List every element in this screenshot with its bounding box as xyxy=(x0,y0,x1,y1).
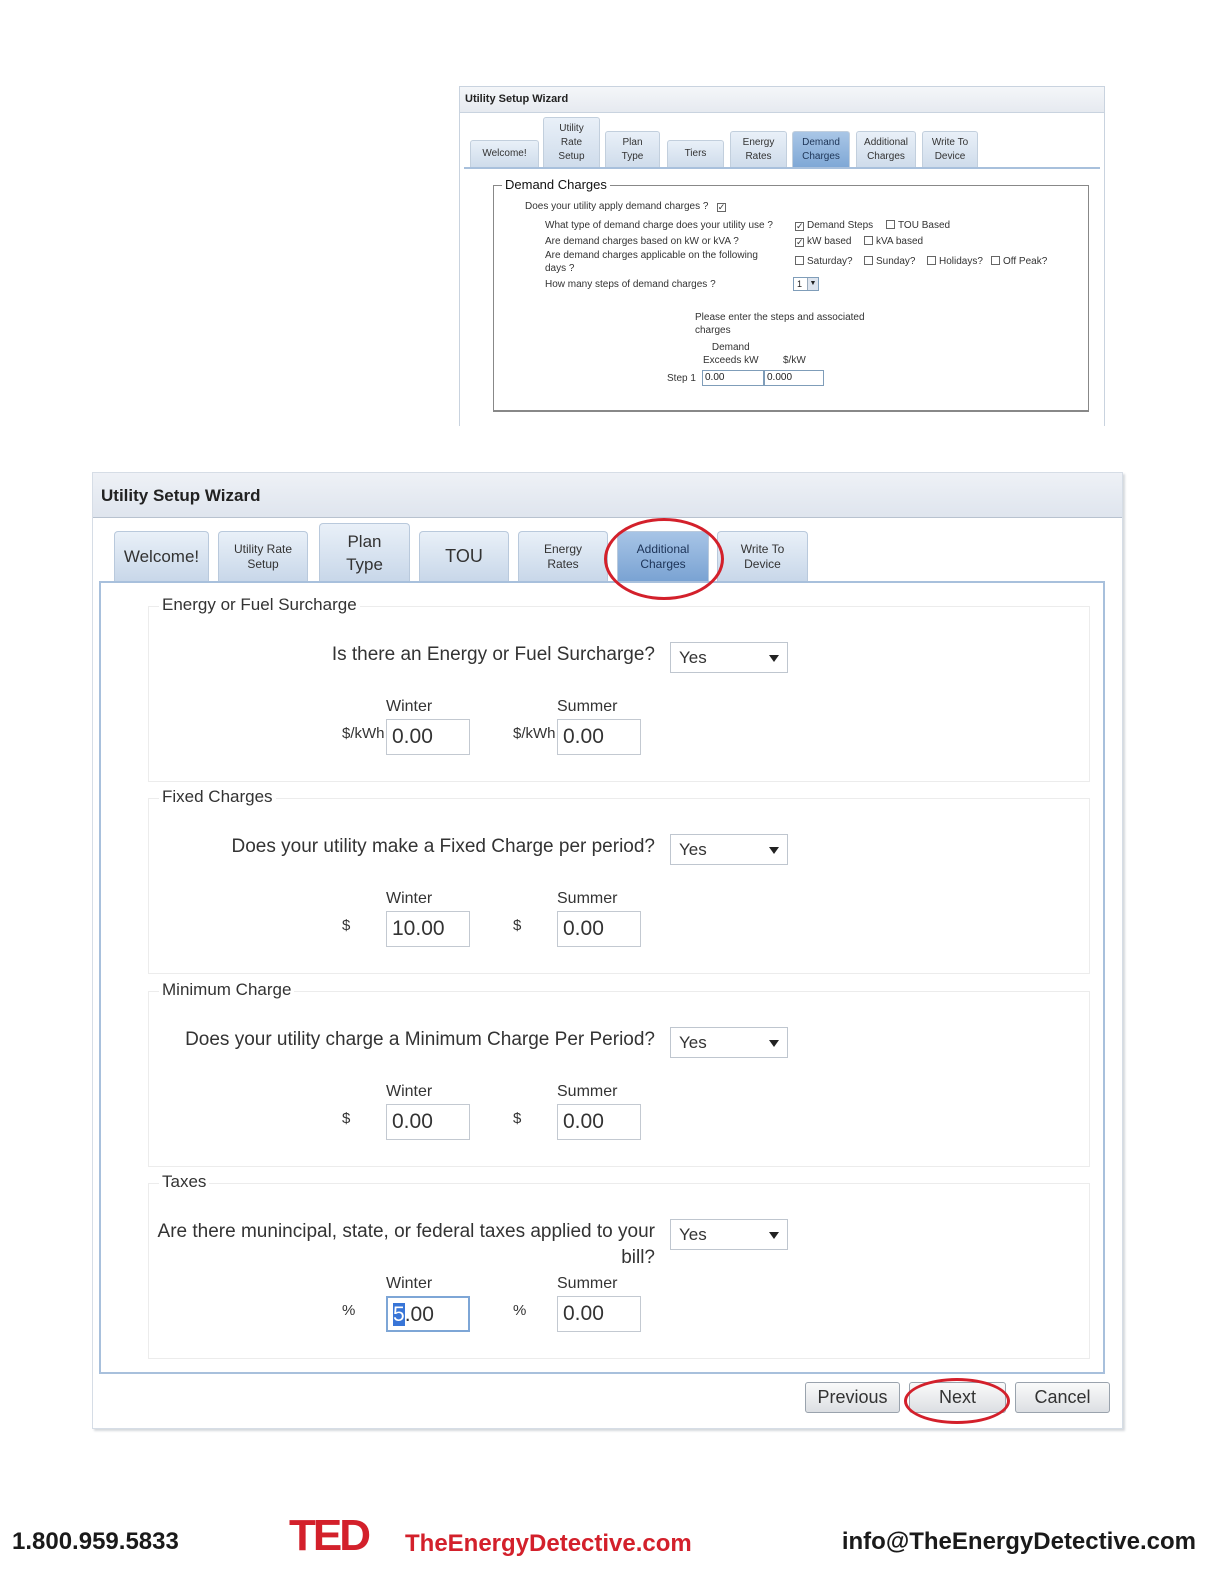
saturday-checkbox[interactable] xyxy=(795,256,804,265)
demand-steps-checkbox[interactable]: ✓ xyxy=(796,222,804,232)
question-demand-type: What type of demand charge does your utility use ? xyxy=(545,220,773,231)
surcharge-summer-input[interactable]: 0.00 xyxy=(557,719,641,755)
section-title: Energy or Fuel Surcharge xyxy=(159,595,360,615)
summer-unit: % xyxy=(513,1302,527,1319)
demand-steps-option[interactable]: ✓ Demand Steps xyxy=(796,220,874,232)
email-address[interactable]: info@TheEnergyDetective.com xyxy=(841,1528,1196,1555)
chevron-down-icon xyxy=(769,1040,779,1047)
surcharge-select-value: Yes xyxy=(679,648,707,667)
kva-based-option[interactable]: kVA based xyxy=(864,235,923,248)
minimum-charge-question: Does your utility charge a Minimum Charge Per Period? xyxy=(185,1029,655,1050)
wizard-title: Utility Setup Wizard xyxy=(93,473,1122,518)
winter-label: Winter xyxy=(386,1275,433,1292)
tab-additional-charges[interactable]: Additional Charges xyxy=(617,531,709,581)
winter-label: Winter xyxy=(386,1083,433,1100)
taxes-question: Are there munincipal, state, or federal taxes applied to your bill? xyxy=(157,1221,655,1268)
kva-based-checkbox[interactable] xyxy=(864,236,873,245)
fixed-winter-input[interactable]: 10.00 xyxy=(386,911,470,947)
tab-write-to-device[interactable]: Write To Device xyxy=(717,531,808,581)
additional-charges-wizard xyxy=(92,472,1123,1429)
steps-select[interactable] xyxy=(793,277,819,291)
cancel-button[interactable]: Cancel xyxy=(1015,1382,1110,1413)
tab-bar xyxy=(460,87,1104,167)
taxes-summer-input[interactable]: 0.00 xyxy=(557,1296,641,1332)
summer-label: Summer xyxy=(557,1275,618,1292)
tab-write-to-device[interactable]: Write To Device xyxy=(922,131,978,167)
tab-utility-rate-setup[interactable]: Utility Rate Setup xyxy=(543,117,600,167)
steps-note: Please enter the steps and associated charges xyxy=(695,312,865,336)
fixed-summer-input[interactable]: 0.00 xyxy=(557,911,641,947)
chevron-down-icon xyxy=(769,847,779,854)
demand-charges-group xyxy=(493,177,1089,412)
surcharge-winter-input[interactable]: 0.00 xyxy=(386,719,470,755)
question-steps: How many steps of demand charges ? xyxy=(545,279,716,290)
tab-plan-type[interactable]: Plan Type xyxy=(319,523,410,581)
holidays-option[interactable]: Holidays? xyxy=(927,255,983,268)
tou-based-option[interactable]: TOU Based xyxy=(886,219,950,232)
section-title: Fixed Charges xyxy=(159,787,276,807)
section-title: Demand Charges xyxy=(502,177,610,192)
tab-additional-charges[interactable]: Additional Charges xyxy=(856,131,916,167)
steps-select-value: 1 xyxy=(797,279,803,289)
taxes-winter-input[interactable] xyxy=(386,1296,470,1332)
summer-unit: $/kWh xyxy=(513,725,556,742)
summer-label: Summer xyxy=(557,1083,618,1100)
winter-unit: $/kWh xyxy=(342,725,385,742)
tab-energy-rates[interactable]: Energy Rates xyxy=(730,131,787,167)
kw-based-option[interactable]: ✓ kW based xyxy=(796,236,852,248)
fixed-charge-select[interactable] xyxy=(670,834,788,865)
section-title: Taxes xyxy=(159,1172,209,1192)
minimum-charge-select[interactable] xyxy=(670,1027,788,1058)
next-button[interactable]: Next xyxy=(909,1382,1006,1413)
kw-based-checkbox[interactable]: ✓ xyxy=(796,238,804,248)
step-kw-input[interactable]: 0.00 xyxy=(702,370,764,386)
offpeak-checkbox[interactable] xyxy=(991,256,1000,265)
winter-label: Winter xyxy=(386,698,433,715)
section-title: Minimum Charge xyxy=(159,980,294,1000)
saturday-option[interactable]: Saturday? xyxy=(795,255,853,268)
tab-energy-rates[interactable]: Energy Rates xyxy=(518,531,608,581)
question-apply-demand: Does your utility apply demand charges ? ✓ xyxy=(525,201,726,213)
tab-demand-charges[interactable]: Demand Charges xyxy=(792,131,850,167)
step-label: Step 1 xyxy=(667,373,696,384)
taxes-select[interactable] xyxy=(670,1219,788,1250)
summer-unit: $ xyxy=(513,917,522,934)
apply-demand-checkbox[interactable]: ✓ xyxy=(717,203,726,213)
wizard-body xyxy=(464,167,1100,427)
logo-mark: TED xyxy=(289,1511,368,1560)
minimum-summer-input[interactable]: 0.00 xyxy=(557,1104,641,1140)
question-kw-kva: Are demand charges based on kW or kVA ? xyxy=(545,236,739,247)
minimum-charge-section xyxy=(148,980,1090,1167)
tab-utility-rate-setup[interactable]: Utility Rate Setup xyxy=(218,531,308,581)
surcharge-select[interactable] xyxy=(670,642,788,673)
winter-unit: $ xyxy=(342,1110,351,1127)
col-demand-exceeds: Demand Exceeds kW xyxy=(703,342,759,366)
chevron-down-icon xyxy=(769,655,779,662)
website[interactable]: TheEnergyDetective.com xyxy=(405,1530,692,1557)
tab-welcome[interactable]: Welcome! xyxy=(470,140,539,167)
demand-charges-wizard-screenshot xyxy=(459,86,1105,426)
step-rate-input[interactable]: 0.000 xyxy=(764,370,824,386)
tab-welcome[interactable]: Welcome! xyxy=(114,531,209,581)
surcharge-question: Is there an Energy or Fuel Surcharge? xyxy=(331,644,655,665)
minimum-charge-select-value: Yes xyxy=(679,1033,707,1052)
holidays-checkbox[interactable] xyxy=(927,256,936,265)
summer-label: Summer xyxy=(557,890,618,907)
fixed-charge-select-value: Yes xyxy=(679,840,707,859)
tab-tiers[interactable]: Tiers xyxy=(667,140,724,167)
tou-based-checkbox[interactable] xyxy=(886,220,895,229)
question-days: Are demand charges applicable on the following days ? xyxy=(545,250,758,274)
summer-unit: $ xyxy=(513,1110,522,1127)
previous-button[interactable]: Previous xyxy=(805,1382,900,1413)
offpeak-option[interactable]: Off Peak? xyxy=(991,255,1047,268)
winter-label: Winter xyxy=(386,890,433,907)
chevron-down-icon: ▼ xyxy=(807,278,818,290)
minimum-winter-input[interactable]: 0.00 xyxy=(386,1104,470,1140)
selected-text: 5 xyxy=(393,1303,405,1326)
winter-unit: % xyxy=(342,1302,356,1319)
wizard-title: Utility Setup Wizard xyxy=(460,87,1104,113)
tab-plan-type[interactable]: Plan Type xyxy=(605,131,660,167)
col-rate: $/kW xyxy=(783,355,806,366)
taxes-section xyxy=(148,1172,1090,1359)
summer-label: Summer xyxy=(557,698,618,715)
sunday-option[interactable]: Sunday? xyxy=(864,255,915,268)
phone-number: 1.800.959.5833 xyxy=(12,1528,179,1555)
wizard-body xyxy=(99,581,1105,1374)
winter-unit: $ xyxy=(342,917,351,934)
chevron-down-icon xyxy=(769,1232,779,1239)
tab-tou[interactable]: TOU xyxy=(419,531,509,581)
input-text: .00 xyxy=(404,1303,434,1326)
fixed-charges-section xyxy=(148,787,1090,974)
taxes-select-value: Yes xyxy=(679,1225,707,1244)
energy-fuel-surcharge-section xyxy=(148,595,1090,782)
fixed-charge-question: Does your utility make a Fixed Charge per period? xyxy=(231,836,655,857)
sunday-checkbox[interactable] xyxy=(864,256,873,265)
